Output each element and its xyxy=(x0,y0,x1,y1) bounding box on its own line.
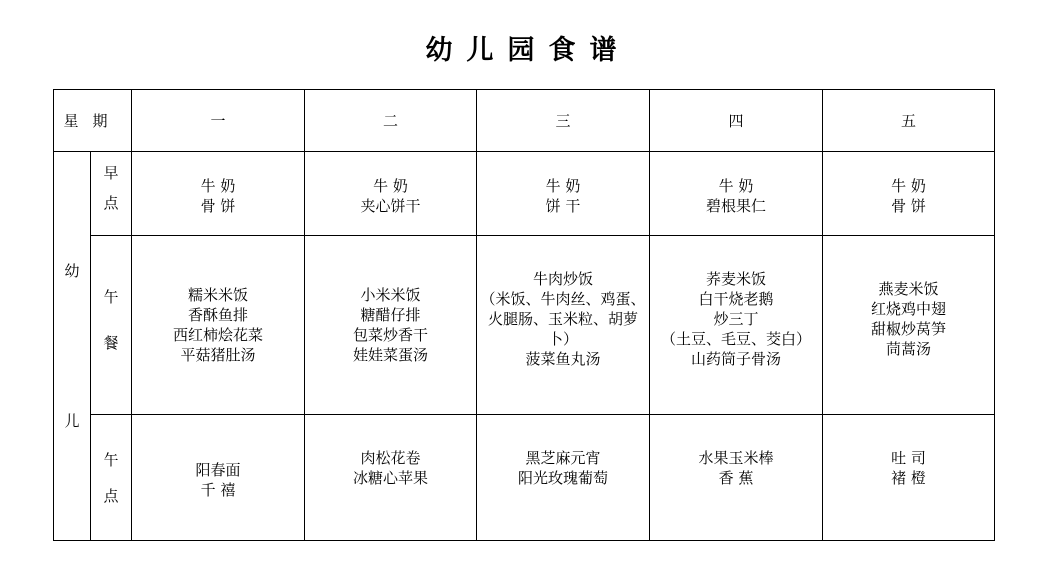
menu-item: 牛肉炒饭 xyxy=(533,270,594,288)
menu-item: 包菜炒香干 xyxy=(353,326,429,344)
menu-item: 甜椒炒莴笋 xyxy=(871,320,947,338)
menu-item: 夹心饼干 xyxy=(360,196,421,215)
menu-item: 炒三丁 xyxy=(713,310,759,328)
menu-item: 糯米米饭 xyxy=(188,286,249,304)
menu-item: （土豆、毛豆、茭白） xyxy=(661,330,812,348)
menu-cell xyxy=(650,236,823,415)
group-label-char-2: 儿 xyxy=(64,412,80,430)
menu-item: 牛 奶 xyxy=(718,176,754,195)
group-label xyxy=(54,152,91,541)
header-row xyxy=(54,90,995,152)
menu-cell xyxy=(305,152,477,236)
day-header-5: 五 xyxy=(823,90,995,152)
menu-item: 火腿肠、玉米粒、胡萝 xyxy=(488,310,639,328)
meal-label-char: 午 xyxy=(103,450,119,469)
menu-item: 骨 饼 xyxy=(200,196,236,215)
menu-cell xyxy=(305,236,477,415)
menu-item: 牛 奶 xyxy=(373,176,408,195)
menu-item: 吐 司 xyxy=(891,448,926,467)
menu-item: 卜） xyxy=(548,330,579,348)
menu-item: 阳春面 xyxy=(195,460,241,479)
menu-item: 牛 奶 xyxy=(891,176,926,195)
menu-item: 肉松花卷 xyxy=(360,448,421,467)
menu-item: 水果玉米棒 xyxy=(698,448,774,467)
menu-item: 千 禧 xyxy=(200,480,236,499)
menu-item: 平菇猪肚汤 xyxy=(180,346,256,364)
menu-item: 香 蕉 xyxy=(718,468,754,487)
menu-cell xyxy=(132,236,305,415)
menu-cell xyxy=(305,415,477,541)
menu-item: 西红柿烩花菜 xyxy=(173,326,264,344)
meal-label-breakfast xyxy=(91,152,132,236)
menu-item: 红烧鸡中翅 xyxy=(871,300,947,318)
menu-item: 碧根果仁 xyxy=(706,196,767,215)
day-header-2: 二 xyxy=(305,90,477,152)
menu-item: 燕麦米饭 xyxy=(878,280,939,298)
meal-label-char: 早 xyxy=(103,163,119,182)
menu-item: 骨 饼 xyxy=(891,196,926,215)
menu-item: 阳光玫瑰葡萄 xyxy=(518,468,609,487)
menu-table xyxy=(53,89,995,541)
menu-item: 荞麦米饭 xyxy=(706,270,767,288)
meal-label-lunch xyxy=(91,236,132,415)
lunch-row xyxy=(54,236,995,415)
day-header-3: 三 xyxy=(477,90,650,152)
menu-cell xyxy=(823,152,995,236)
menu-item: （米饭、牛肉丝、鸡蛋、 xyxy=(480,290,646,308)
menu-cell xyxy=(823,236,995,415)
day-header-1: 一 xyxy=(132,90,305,152)
menu-item: 糖醋仔排 xyxy=(360,306,421,324)
meal-label-snack xyxy=(91,415,132,541)
menu-item: 饼 干 xyxy=(545,196,581,215)
menu-item: 山药筒子骨汤 xyxy=(691,350,782,368)
menu-item: 白干烧老鹅 xyxy=(698,290,774,308)
menu-cell xyxy=(477,236,650,415)
menu-cell xyxy=(650,415,823,541)
day-header-4: 四 xyxy=(650,90,823,152)
menu-item: 茼蒿汤 xyxy=(886,340,932,358)
breakfast-row xyxy=(54,152,995,236)
menu-cell xyxy=(823,415,995,541)
menu-item: 香酥鱼排 xyxy=(188,306,249,324)
group-label-char-1: 幼 xyxy=(64,262,80,280)
menu-item: 菠菜鱼丸汤 xyxy=(525,350,601,368)
meal-label-char: 点 xyxy=(103,193,119,212)
menu-item: 冰糖心苹果 xyxy=(353,468,429,487)
menu-item: 褚 橙 xyxy=(891,468,926,487)
menu-item: 娃娃菜蛋汤 xyxy=(353,346,429,364)
menu-cell xyxy=(477,415,650,541)
meal-label-char: 午 xyxy=(103,288,119,306)
menu-item: 小米米饭 xyxy=(360,286,421,304)
menu-item: 黑芝麻元宵 xyxy=(525,448,601,467)
snack-row xyxy=(54,415,995,541)
menu-cell xyxy=(650,152,823,236)
menu-item: 牛 奶 xyxy=(545,176,581,195)
meal-label-char: 点 xyxy=(103,486,119,505)
menu-cell xyxy=(132,415,305,541)
page-title: 幼儿园食谱 xyxy=(425,35,631,66)
menu-cell xyxy=(477,152,650,236)
menu-item: 牛 奶 xyxy=(200,176,236,195)
menu-cell xyxy=(132,152,305,236)
meal-label-char: 餐 xyxy=(103,334,119,352)
week-label: 星期 xyxy=(54,90,132,152)
